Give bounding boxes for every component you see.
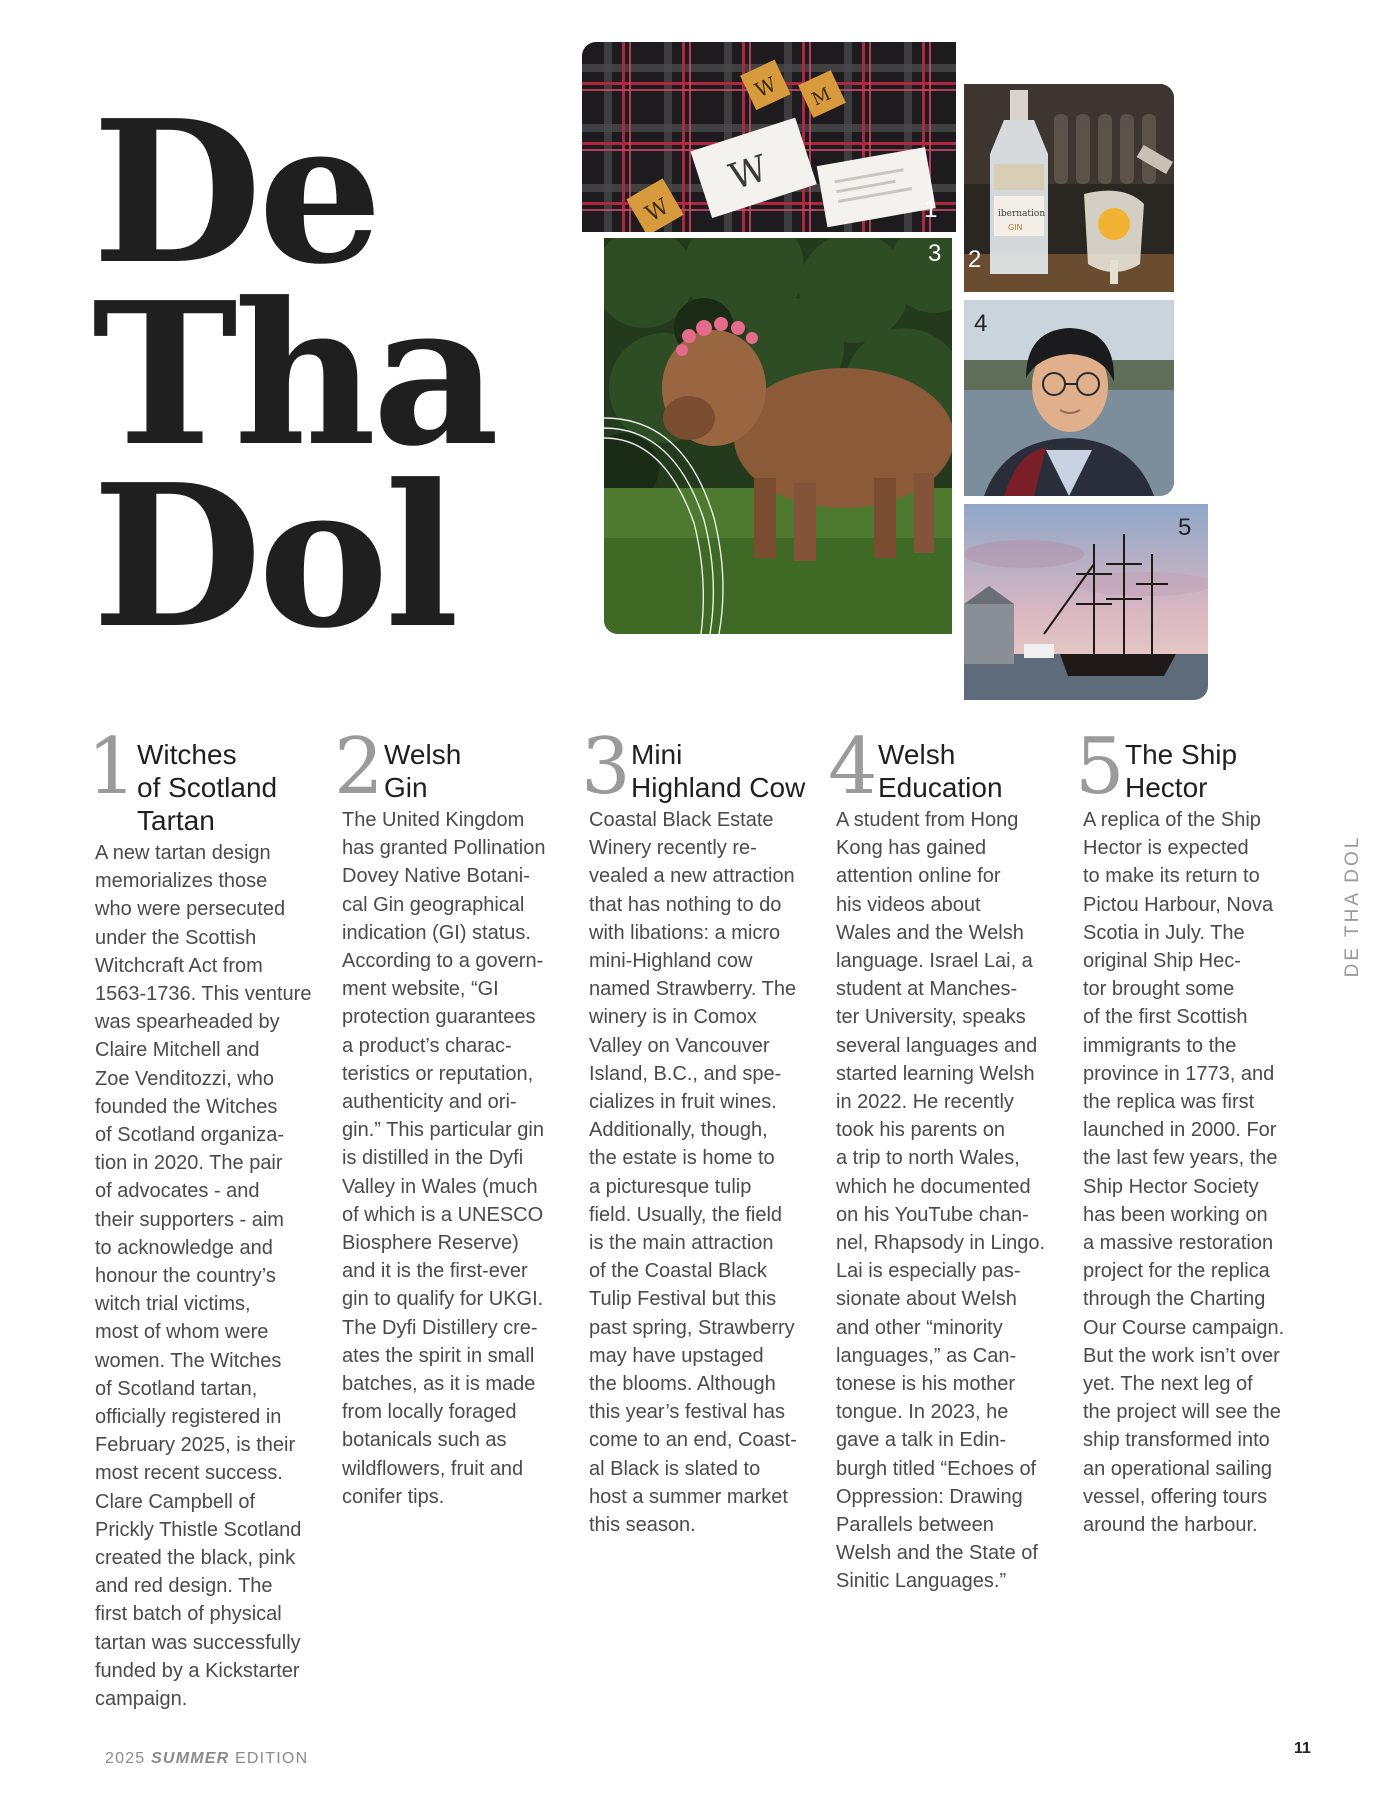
body-line: Valley in Wales (much (342, 1175, 538, 1198)
edition-footer: 2025 SUMMER EDITION (105, 1750, 309, 1767)
body-line: most recent success. (95, 1462, 283, 1485)
body-line: women. The Witches (95, 1349, 282, 1372)
body-line: Lai is especially pas- (836, 1260, 1021, 1283)
body-line: tor brought some (1083, 978, 1235, 1001)
body-line: from locally foraged (342, 1401, 517, 1424)
body-line: of Scotland organiza- (95, 1124, 285, 1147)
body-line: Sinitic Languages.” (836, 1570, 1007, 1593)
body-line: burgh titled “Echoes of (836, 1457, 1037, 1480)
body-line: According to a govern- (342, 950, 544, 973)
body-line: conifer tips. (342, 1485, 445, 1508)
body-line: Additionally, though, (589, 1119, 768, 1142)
body-line: a massive restoration (1083, 1232, 1274, 1255)
article-welsh-gin (334, 722, 564, 1511)
article-welsh-education (828, 722, 1058, 1596)
body-line: Welsh and the State of (836, 1542, 1038, 1565)
body-line: Kong has gained (836, 837, 987, 860)
body-line: a picturesque tulip (589, 1175, 752, 1198)
svg-text:W: W (641, 194, 674, 228)
body-line: launched in 2000. For (1083, 1119, 1277, 1142)
body-line: mini-Highland cow (589, 950, 753, 973)
body-line: Wales and the Welsh (836, 921, 1024, 944)
body-line: al Black is slated to (589, 1457, 761, 1480)
body-line: this season. (589, 1514, 696, 1537)
article-body (589, 806, 811, 1539)
article-body (95, 839, 317, 1713)
article-body (342, 806, 564, 1511)
svg-text:GIN: GIN (1008, 223, 1023, 232)
body-line: started learning Welsh (836, 1062, 1035, 1085)
title-line-2: Tha (92, 260, 496, 490)
section-side-tag: DE THA DOL (1342, 834, 1363, 978)
body-line: cal Gin geographical (342, 893, 525, 916)
body-line: attention online for (836, 865, 1001, 888)
photo-number-1: 1 (924, 196, 938, 223)
body-line: is distilled in the Dyfi (342, 1147, 524, 1170)
body-line: Winery recently re- (589, 837, 757, 860)
body-line: host a summer market (589, 1485, 788, 1508)
body-line: The United Kingdom (342, 809, 525, 831)
article-title: The Ship Hector (1125, 739, 1238, 803)
body-line: ship transformed into (1083, 1429, 1270, 1452)
body-line: a product’s charac- (342, 1034, 512, 1057)
body-line: funded by a Kickstarter (95, 1659, 300, 1682)
body-line: teristics or reputation, (342, 1062, 534, 1085)
article-title: Welsh Gin (384, 739, 462, 803)
body-line: officially registered in (95, 1406, 282, 1429)
body-line: and it is the first-ever (342, 1260, 528, 1283)
body-line: original Ship Hec- (1083, 950, 1241, 973)
body-line: who were persecuted (95, 898, 286, 921)
page-number: 11 (1294, 1740, 1311, 1757)
title-line-1: De (92, 78, 379, 308)
article-title: Mini Highland Cow (631, 739, 806, 803)
body-line: first batch of physical (95, 1603, 282, 1626)
article-the-ship-hector (1075, 722, 1305, 1539)
photo-number-5: 5 (1178, 514, 1192, 541)
body-line: ates the spirit in small (342, 1344, 535, 1367)
body-line: under the Scottish (95, 926, 257, 949)
body-line: has granted Pollination (342, 837, 546, 860)
body-line: the estate is home to (589, 1147, 775, 1170)
body-line: botanicals such as (342, 1429, 507, 1452)
body-line: their supporters - aim (95, 1208, 284, 1231)
body-line: ment website, “GI (342, 978, 499, 1001)
body-line: languages,” as Can- (836, 1344, 1017, 1367)
body-line: Oppression: Drawing (836, 1485, 1023, 1508)
body-line: was spearheaded by (95, 1011, 280, 1034)
body-line: created the black, pink (95, 1547, 296, 1570)
body-line: gave a talk in Edin- (836, 1429, 1007, 1452)
svg-text:W: W (724, 147, 773, 199)
body-line: around the harbour. (1083, 1514, 1258, 1537)
body-line: is the main attraction (589, 1232, 774, 1255)
body-line: of advocates - and (95, 1180, 260, 1203)
body-line: project for the replica (1083, 1260, 1270, 1283)
body-line: Parallels between (836, 1514, 994, 1537)
body-line: may have upstaged (589, 1344, 764, 1367)
body-line: named Strawberry. The (589, 978, 797, 1001)
body-line: Hector is expected (1083, 837, 1249, 860)
photo-number-3: 3 (928, 240, 942, 267)
body-line: tonese is his mother (836, 1373, 1015, 1396)
body-line: which he documented (836, 1175, 1031, 1198)
article-number: 3 (581, 722, 631, 812)
body-line: wildflowers, fruit and (342, 1457, 524, 1480)
article-title: Witches of Scotland Tartan (137, 739, 278, 836)
body-line: Coastal Black Estate (589, 809, 774, 831)
body-line: in 2022. He recently (836, 1091, 1014, 1114)
body-line: a trip to north Wales, (836, 1147, 1020, 1170)
article-title: Welsh Education (878, 739, 1003, 803)
body-line: memorializes those (95, 870, 268, 893)
body-line: that has nothing to do (589, 893, 782, 916)
body-line: student at Manches- (836, 978, 1018, 1001)
body-line: the replica was first (1083, 1091, 1255, 1114)
body-line: of which is a UNESCO (342, 1203, 544, 1226)
body-line: campaign. (95, 1688, 188, 1711)
body-line: Prickly Thistle Scotland (95, 1518, 302, 1541)
body-line: field. Usually, the field (589, 1203, 783, 1226)
body-line: most of whom were (95, 1321, 269, 1344)
body-line: A new tartan design (95, 842, 271, 864)
body-line: Zoe Venditozzi, who (95, 1067, 274, 1090)
body-line: Clare Campbell of (95, 1490, 256, 1513)
body-line: through the Charting (1083, 1288, 1266, 1311)
svg-text:ibernation: ibernation (998, 209, 1046, 219)
body-line: Dovey Native Botani- (342, 865, 530, 888)
article-number: 4 (828, 722, 878, 812)
body-line: Island, B.C., and spe- (589, 1062, 782, 1085)
body-line: But the work isn’t over (1083, 1344, 1280, 1367)
body-line: witch trial victims, (95, 1293, 251, 1316)
body-line: gin.” This particular gin (342, 1119, 544, 1142)
body-line: has been working on (1083, 1203, 1268, 1226)
body-line: this year’s festival has (589, 1401, 786, 1424)
body-line: Tulip Festival but this (589, 1288, 777, 1311)
body-line: several languages and (836, 1034, 1038, 1057)
article-witches-of-scotland-tartan (87, 722, 317, 1713)
body-line: yet. The next leg of (1083, 1373, 1253, 1396)
body-line: tongue. In 2023, he (836, 1401, 1009, 1424)
body-line: the blooms. Although (589, 1373, 776, 1396)
photo-gin (964, 84, 1174, 292)
article-number: 2 (334, 722, 384, 812)
body-line: an operational sailing (1083, 1457, 1273, 1480)
body-line: province in 1773, and (1083, 1062, 1275, 1085)
article-number: 1 (87, 722, 137, 812)
body-line: 1563-1736. This venture (95, 983, 312, 1006)
photo-number-2: 2 (968, 246, 982, 273)
body-line: Claire Mitchell and (95, 1039, 260, 1062)
body-line: language. Israel Lai, a (836, 950, 1033, 973)
body-line: of Scotland tartan, (95, 1377, 258, 1400)
body-line: Valley on Vancouver (589, 1034, 770, 1057)
body-line: and other “minority (836, 1316, 1003, 1339)
body-line: and red design. The (95, 1575, 273, 1598)
body-line: the project will see the (1083, 1401, 1281, 1424)
body-line: Witchcraft Act from (95, 954, 263, 977)
article-mini-highland-cow (581, 722, 811, 1539)
body-line: his videos about (836, 893, 981, 916)
body-line: February 2025, is their (95, 1434, 296, 1457)
body-line: tion in 2020. The pair (95, 1152, 283, 1175)
body-line: authenticity and ori- (342, 1091, 517, 1114)
body-line: come to an end, Coast- (589, 1429, 797, 1452)
page-title (92, 78, 496, 672)
body-line: Biosphere Reserve) (342, 1232, 519, 1255)
body-line: indication (GI) status. (342, 921, 531, 944)
body-line: Scotia in July. The (1083, 921, 1245, 944)
article-body (1083, 806, 1305, 1539)
body-line: honour the country’s (95, 1265, 276, 1288)
body-line: ter University, speaks (836, 1006, 1026, 1029)
body-line: took his parents on (836, 1119, 1005, 1142)
body-line: founded the Witches (95, 1095, 278, 1118)
body-line: vealed a new attraction (589, 865, 795, 888)
body-line: A student from Hong (836, 809, 1019, 831)
photo-tall-ship (964, 504, 1208, 700)
body-line: Our Course campaign. (1083, 1316, 1285, 1339)
body-line: batches, as it is made (342, 1373, 536, 1396)
body-line: Ship Hector Society (1083, 1175, 1259, 1198)
svg-text:M: M (808, 83, 835, 111)
photo-tartan (582, 42, 956, 232)
title-line-3: Dol (92, 442, 456, 672)
photo-portrait (964, 300, 1174, 496)
body-line: the last few years, the (1083, 1147, 1278, 1170)
body-line: winery is in Comox (589, 1006, 757, 1029)
body-line: Pictou Harbour, Nova (1083, 893, 1274, 916)
photo-highland-cow (604, 238, 952, 634)
body-line: vessel, offering tours (1083, 1485, 1268, 1508)
body-line: past spring, Strawberry (589, 1316, 795, 1339)
article-number: 5 (1075, 722, 1125, 812)
body-line: of the Coastal Black (589, 1260, 767, 1283)
svg-text:W: W (751, 71, 781, 103)
body-line: gin to qualify for UKGI. (342, 1288, 544, 1311)
body-line: of the first Scottish (1083, 1006, 1248, 1029)
photo-number-4: 4 (974, 310, 988, 337)
body-line: nel, Rhapsody in Lingo. (836, 1232, 1046, 1255)
body-line: with libations: a micro (589, 921, 781, 944)
body-line: A replica of the Ship (1083, 809, 1261, 831)
body-line: to acknowledge and (95, 1236, 273, 1259)
body-line: on his YouTube chan- (836, 1203, 1029, 1226)
body-line: sionate about Welsh (836, 1288, 1017, 1311)
body-line: The Dyfi Distillery cre- (342, 1316, 538, 1339)
body-line: immigrants to the (1083, 1034, 1237, 1057)
body-line: tartan was successfully (95, 1631, 301, 1654)
body-line: cializes in fruit wines. (589, 1091, 777, 1114)
body-line: protection guarantees (342, 1006, 536, 1029)
body-line: to make its return to (1083, 865, 1260, 888)
article-body (836, 806, 1058, 1596)
